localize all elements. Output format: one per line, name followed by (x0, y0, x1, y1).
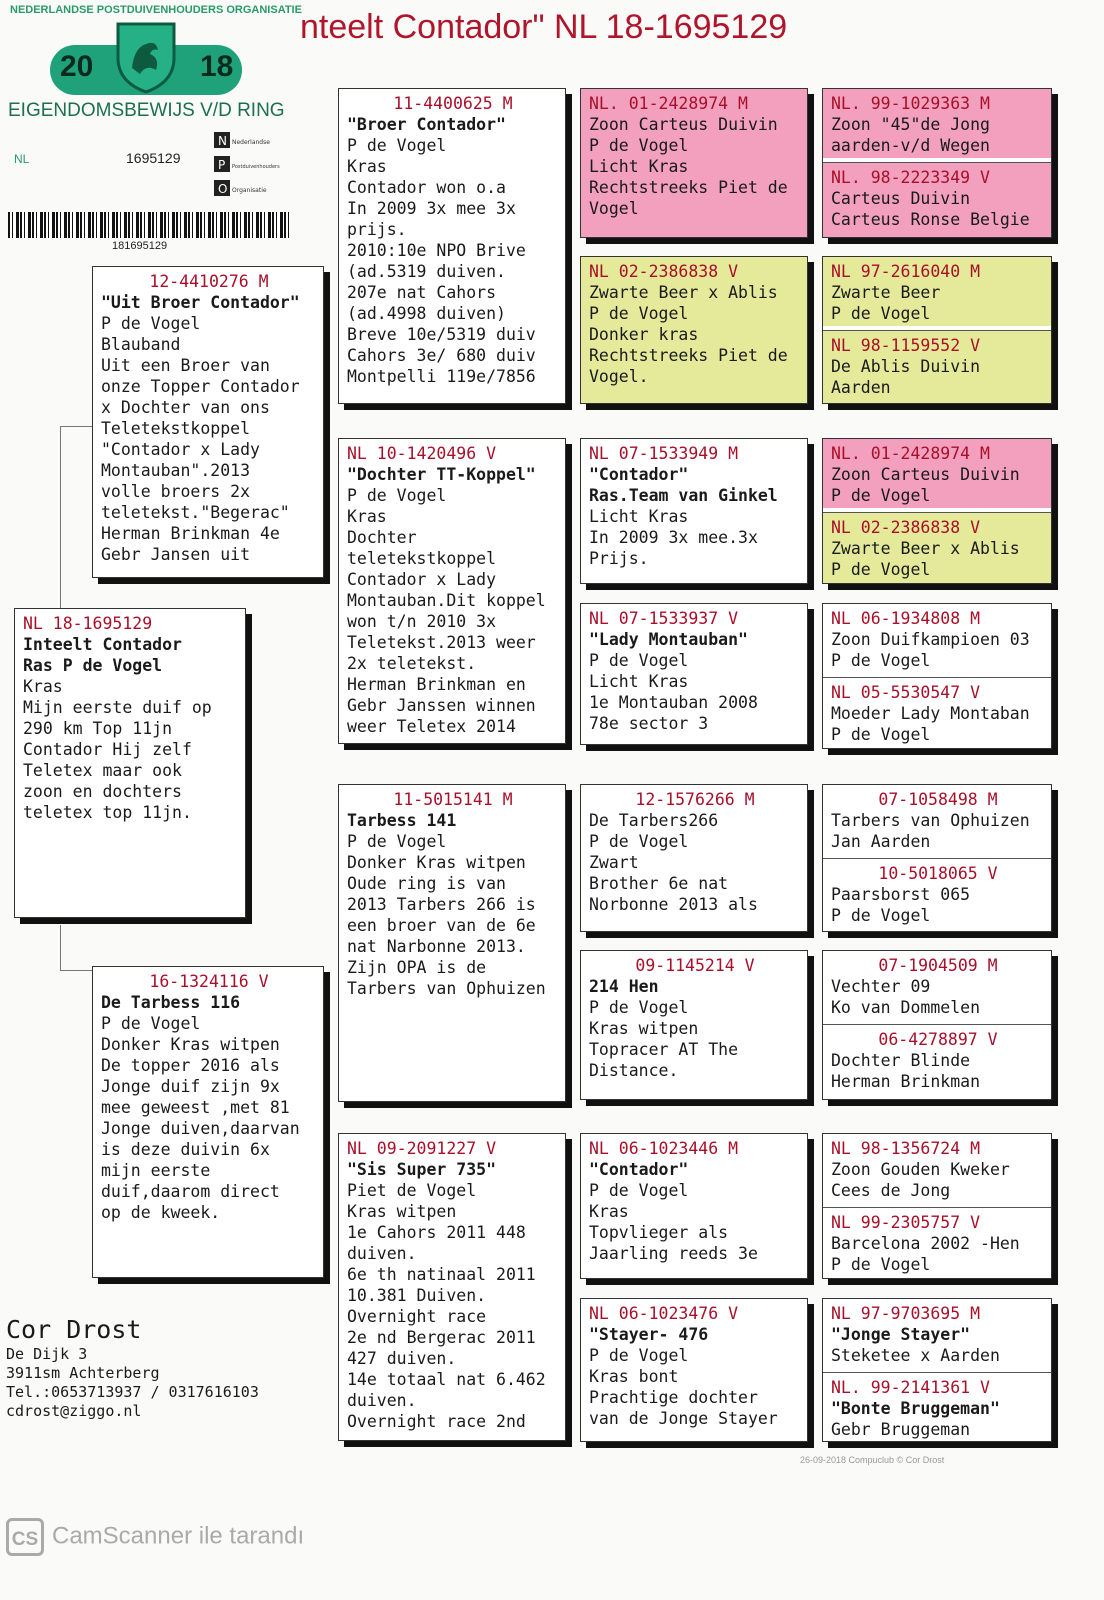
ring-id: 07-1904509 M (878, 956, 998, 975)
card-line: (ad.4998 duiven) (347, 304, 506, 323)
card-line: een broer van de 6e (347, 916, 536, 935)
page-title: nteelt Contador" NL 18-1695129 (300, 8, 788, 46)
card-line: P de Vogel (589, 136, 689, 155)
ring-id: NL 06-1023446 M (589, 1139, 739, 1158)
sire-section (823, 89, 1051, 158)
dam-section (823, 859, 1051, 932)
ring-id: NL 97-9703695 M (831, 1304, 981, 1323)
sire-section (823, 785, 1051, 854)
barcode-number: 181695129 (112, 240, 168, 252)
card-line: Donker Kras witpen (347, 853, 526, 872)
card-line: De Tarbess 116 (101, 993, 241, 1012)
ring-id: NL 09-2091227 V (347, 1139, 497, 1158)
card-line: onze Topper Contador (101, 377, 300, 396)
npo-line-3: Organisatie (232, 187, 267, 194)
sire-section (823, 604, 1051, 673)
card-line: In 2009 3x mee.3x (589, 528, 758, 547)
card-line: De topper 2016 als (101, 1056, 280, 1075)
card-mff (580, 784, 808, 932)
card-line: Montauban.Dit koppel (347, 591, 546, 610)
ring-year-left: 20 (60, 50, 94, 83)
card-line: P de Vogel (589, 304, 689, 323)
card-line: Contador x Lady (347, 570, 497, 589)
card-line: P de Vogel (589, 832, 689, 851)
connector-line (60, 925, 61, 970)
card-line: Ras.Team van Ginkel (589, 486, 778, 505)
card-line: P de Vogel (347, 486, 447, 505)
ring-year-right: 18 (200, 50, 234, 83)
ring-id: 12-4410276 M (149, 272, 269, 291)
card-line: x Dochter van ons (101, 398, 270, 417)
sire-section (823, 439, 1051, 508)
ring-id: 10-5018065 V (878, 864, 998, 883)
card-line: mee geweest ,met 81 (101, 1098, 290, 1117)
owner-address-1: De Dijk 3 (6, 1345, 88, 1363)
card-line: "Contador x Lady (101, 440, 260, 459)
card-line: duiven. (347, 1391, 417, 1410)
card-line: P de Vogel (831, 651, 931, 670)
card-line: P de Vogel (589, 1346, 689, 1365)
card-line: Kras bont (589, 1367, 679, 1386)
card-subject (14, 608, 246, 918)
sire-section (823, 951, 1051, 1020)
ring-id: NL 07-1533949 M (589, 444, 739, 463)
card-line: 214 Hen (589, 977, 659, 996)
card-line: "Jonge Stayer" (831, 1325, 971, 1344)
card-line: "Lady Montauban" (589, 630, 748, 649)
ring-id: NL 98-1159552 V (831, 336, 981, 355)
ring-number: 1695129 (126, 150, 181, 166)
card-line: P de Vogel (101, 1014, 201, 1033)
card-line: Uit een Broer van (101, 356, 270, 375)
card-line: Zoon Carteus Duivin (589, 115, 778, 134)
card-line: (ad.5319 duiven. (347, 262, 506, 281)
card-line: Licht Kras (589, 672, 689, 691)
dam-section (823, 513, 1051, 584)
card-line: P de Vogel (589, 1181, 689, 1200)
card-line: Blauband (101, 335, 181, 354)
card-line: Zwarte Beer (831, 283, 941, 302)
scanner-watermark (6, 1518, 304, 1556)
card-line: Gebr Bruggeman (831, 1420, 971, 1439)
ring-id: NL. 01-2428974 M (831, 444, 990, 463)
barcode (8, 212, 290, 238)
card-g7 (822, 1133, 1052, 1279)
dam-section (823, 1373, 1051, 1442)
card-g3 (822, 438, 1052, 584)
card-line: Tarbers van Ophuizen (831, 811, 1030, 830)
footer-credit: 26-09-2018 Compuclub © Cor Drost (800, 1455, 945, 1465)
svg-text:P: P (218, 158, 226, 172)
card-line: Moeder Lady Montaban (831, 704, 1030, 723)
card-line: "Dochter TT-Koppel" (347, 465, 536, 484)
connector-line (60, 970, 94, 971)
card-line: Zoon Carteus Duivin (831, 465, 1020, 484)
card-line: Jonge duif zijn 9x (101, 1077, 280, 1096)
card-line: Ko van Dommelen (831, 998, 981, 1017)
card-line: prijs. (347, 220, 407, 239)
card-line: 427 duiven. (347, 1349, 457, 1368)
card-line: "Contador" (589, 1160, 689, 1179)
ring-id: 07-1058498 M (878, 790, 998, 809)
sire-section (823, 1134, 1051, 1203)
card-line: Kras (347, 507, 387, 526)
card-father (92, 266, 324, 578)
ring-id: 09-1145214 V (635, 956, 755, 975)
card-line: Jan Aarden (831, 832, 931, 851)
card-line: P de Vogel (831, 560, 931, 579)
card-line: De Tarbers266 (589, 811, 719, 830)
card-line: P de Vogel (101, 314, 201, 333)
card-mf (338, 784, 566, 1102)
card-line: Dochter Blinde (831, 1051, 971, 1070)
card-line: Zijn OPA is de (347, 958, 487, 977)
ring-id: NL 05-5530547 V (831, 683, 981, 702)
card-line: van de Jonge Stayer (589, 1409, 778, 1428)
card-line: Oude ring is van (347, 874, 506, 893)
dam-section (823, 1208, 1051, 1279)
card-line: Rechtstreeks Piet de (589, 178, 788, 197)
card-line: Tarbess 141 (347, 811, 457, 830)
card-line: Teletekst.2013 weer (347, 633, 536, 652)
card-line: P de Vogel (347, 832, 447, 851)
npo-line-1: Nederlandse (232, 139, 270, 146)
card-line: Overnight race (347, 1307, 487, 1326)
card-g5 (822, 784, 1052, 932)
card-line: duiven. (347, 1244, 417, 1263)
sire-section (823, 1299, 1051, 1368)
camscanner-logo-icon: CS (6, 1518, 44, 1556)
card-line: Zwart (589, 853, 639, 872)
card-line: 2013 Tarbers 266 is (347, 895, 536, 914)
npo-line-2: Postduivenhouders (232, 164, 280, 170)
card-line: Contador Hij zelf (23, 740, 192, 759)
card-mfm (580, 950, 808, 1100)
card-line: Kras witpen (589, 1019, 699, 1038)
card-line: teletekst."Begerac" (101, 503, 290, 522)
card-line: 6e th natinaal 2011 (347, 1265, 536, 1284)
card-line: Prachtige dochter (589, 1388, 758, 1407)
card-line: Cahors 3e/ 680 duiv (347, 346, 536, 365)
card-line: Kras (589, 1202, 629, 1221)
card-g2 (822, 256, 1052, 404)
card-line: Zwarte Beer x Ablis (831, 539, 1020, 558)
card-line: 1e Montauban 2008 (589, 693, 758, 712)
ring-id: NL. 98-2223349 V (831, 168, 990, 187)
card-line: Herman Brinkman 4e (101, 524, 280, 543)
card-line: Overnight race 2nd (347, 1412, 526, 1431)
card-line: op de kweek. (101, 1203, 221, 1222)
ring-id: NL 18-1695129 (23, 614, 153, 633)
card-line: weer Teletex 2014 (347, 717, 516, 736)
card-line: Zwarte Beer x Ablis (589, 283, 778, 302)
card-line: Jonge duiven,daarvan (101, 1119, 300, 1138)
card-line: Donker kras (589, 325, 699, 344)
card-ffm (580, 256, 808, 404)
card-line: Herman Brinkman en (347, 675, 526, 694)
card-line: Montauban".2013 (101, 461, 251, 480)
card-line: Barcelona 2002 -Hen (831, 1234, 1020, 1253)
card-line: Carteus Duivin (831, 189, 971, 208)
card-line: Rechtstreeks Piet de (589, 346, 788, 365)
card-line: P de Vogel (831, 906, 931, 925)
card-line: Paarsborst 065 (831, 885, 971, 904)
card-line: teletekstkoppel (347, 549, 497, 568)
card-line: 10.381 Duiven. (347, 1286, 487, 1305)
ring-id: 11-4400625 M (393, 94, 513, 113)
card-line: won t/n 2010 3x (347, 612, 497, 631)
ring-id: NL. 99-1029363 M (831, 94, 990, 113)
card-line: teletex top 11jn. (23, 803, 192, 822)
card-line: Brother 6e nat (589, 874, 729, 893)
ring-id: 06-4278897 V (878, 1030, 998, 1049)
ring-country: NL (14, 152, 30, 166)
dam-section (823, 163, 1051, 238)
card-line: 2x teletekst. (347, 654, 477, 673)
card-fmf (580, 438, 808, 584)
owner-name: Cor Drost (6, 1315, 142, 1344)
card-line: 14e totaal nat 6.462 (347, 1370, 546, 1389)
ring-id: 11-5015141 M (393, 790, 513, 809)
card-line: Licht Kras (589, 507, 689, 526)
card-line: volle broers 2x (101, 482, 251, 501)
card-line: Cees de Jong (831, 1181, 951, 1200)
card-mmm (580, 1298, 808, 1442)
card-line: P de Vogel (589, 651, 689, 670)
sire-section (823, 257, 1051, 326)
owner-email[interactable]: cdrost@ziggo.nl (6, 1402, 142, 1420)
svg-text:N: N (218, 134, 227, 148)
card-line: 207e nat Cahors (347, 283, 497, 302)
card-line: Ras P de Vogel (23, 656, 163, 675)
card-line: De Ablis Duivin (831, 357, 981, 376)
ring-id: NL 07-1533937 V (589, 609, 739, 628)
card-line: P de Vogel (347, 136, 447, 155)
card-line: 2010:10e NPO Brive (347, 241, 526, 260)
dam-section (823, 678, 1051, 749)
card-line: In 2009 3x mee 3x (347, 199, 516, 218)
card-line: Herman Brinkman (831, 1072, 981, 1091)
card-line: is deze duivin 6x (101, 1140, 270, 1159)
owner-info (6, 1315, 259, 1421)
card-line: Contador won o.a (347, 178, 506, 197)
connector-line (60, 426, 94, 427)
card-line: Zoon Gouden Kweker (831, 1160, 1010, 1179)
ring-id: NL 99-2305757 V (831, 1213, 981, 1232)
ring-id: NL. 99-2141361 V (831, 1378, 990, 1397)
card-line: Gebr Jansen uit (101, 545, 251, 564)
svg-text:O: O (218, 182, 228, 196)
card-line: 1e Cahors 2011 448 (347, 1223, 526, 1242)
ring-certificate (0, 0, 300, 260)
ring-id: 12-1576266 M (635, 790, 755, 809)
card-line: Dochter (347, 528, 417, 547)
ring-certificate-title: EIGENDOMSBEWIJS V/D RING (8, 100, 285, 121)
card-g8 (822, 1298, 1052, 1442)
card-line: P de Vogel (831, 725, 931, 744)
card-line: "Stayer- 476 (589, 1325, 709, 1344)
connector-line (60, 426, 61, 614)
card-line: Inteelt Contador (23, 635, 182, 654)
card-line: Breve 10e/5319 duiv (347, 325, 536, 344)
card-g6 (822, 950, 1052, 1100)
card-fmm (580, 603, 808, 745)
card-line: P de Vogel (831, 304, 931, 323)
card-line: P de Vogel (831, 486, 931, 505)
card-line: Aarden (831, 378, 891, 397)
card-line: Vogel (589, 199, 639, 218)
card-line: Gebr Janssen winnen (347, 696, 536, 715)
card-line: Kras (23, 677, 63, 696)
ring-id: NL 02-2386838 V (589, 262, 739, 281)
card-line: Vechter 09 (831, 977, 931, 996)
owner-phone: Tel.:0653713937 / 0317616103 (6, 1383, 259, 1401)
card-g4 (822, 603, 1052, 749)
card-line: Distance. (589, 1061, 679, 1080)
card-line: Zoon Duifkampioen 03 (831, 630, 1030, 649)
card-ff (338, 88, 566, 404)
card-line: Kras witpen (347, 1202, 457, 1221)
npo-logo-icon (212, 130, 292, 202)
card-line: P de Vogel (589, 998, 689, 1017)
ring-id: NL. 01-2428974 M (589, 94, 748, 113)
owner-address-2: 3911sm Achterberg (6, 1364, 160, 1382)
ring-organisation: NEDERLANDSE POSTDUIVENHOUDERS ORGANISATIE (10, 4, 302, 16)
card-line: Teletekstkoppel (101, 419, 251, 438)
card-line: 2e nd Bergerac 2011 (347, 1328, 536, 1347)
ring-id: NL 02-2386838 V (831, 518, 981, 537)
card-line: Piet de Vogel (347, 1181, 477, 1200)
card-line: Montpelli 119e/7856 (347, 367, 536, 386)
card-g1 (822, 88, 1052, 238)
scanner-text: CamScanner ile tarandı (52, 1522, 305, 1550)
card-line: Prijs. (589, 549, 649, 568)
ring-id: NL 06-1023476 V (589, 1304, 739, 1323)
ring-id: NL 97-2616040 M (831, 262, 981, 281)
card-fff (580, 88, 808, 238)
ring-id: 16-1324116 V (149, 972, 269, 991)
card-mm (338, 1133, 566, 1441)
card-line: "Contador" (589, 465, 689, 484)
card-line: Topracer AT The (589, 1040, 739, 1059)
card-line: nat Narbonne 2013. (347, 937, 526, 956)
card-line: P de Vogel (831, 1255, 931, 1274)
card-line: "Broer Contador" (347, 115, 506, 134)
card-line: 290 km Top 11jn (23, 719, 173, 738)
ring-id: NL 10-1420496 V (347, 444, 497, 463)
card-line: Kras (347, 157, 387, 176)
card-line: Jaarling reeds 3e (589, 1244, 758, 1263)
dam-section (823, 1025, 1051, 1100)
card-line: Vogel. (589, 367, 649, 386)
card-line: Licht Kras (589, 157, 689, 176)
card-line: Carteus Ronse Belgie (831, 210, 1030, 229)
card-line: "Sis Super 735" (347, 1160, 497, 1179)
card-line: "Bonte Bruggeman" (831, 1399, 1000, 1418)
ring-id: NL 98-1356724 M (831, 1139, 981, 1158)
card-line: aarden-v/d Wegen (831, 136, 990, 155)
card-line: mijn eerste (101, 1161, 211, 1180)
card-line: Tarbers van Ophuizen (347, 979, 546, 998)
card-line: Norbonne 2013 als (589, 895, 758, 914)
card-line: Mijn eerste duif op (23, 698, 212, 717)
ring-id: NL 06-1934808 M (831, 609, 981, 628)
card-line: Zoon "45"de Jong (831, 115, 990, 134)
card-line: "Uit Broer Contador" (101, 293, 300, 312)
card-mother (92, 966, 324, 1278)
card-line: Donker Kras witpen (101, 1035, 280, 1054)
card-line: Teletex maar ook (23, 761, 182, 780)
lion-crest-icon (112, 18, 180, 94)
card-line: Steketee x Aarden (831, 1346, 1000, 1365)
card-line: Topvlieger als (589, 1223, 729, 1242)
card-line: 78e sector 3 (589, 714, 709, 733)
card-line: duif,daarom direct (101, 1182, 280, 1201)
card-line: zoon en dochters (23, 782, 182, 801)
card-mmf (580, 1133, 808, 1279)
card-fm (338, 438, 566, 744)
dam-section (823, 331, 1051, 404)
